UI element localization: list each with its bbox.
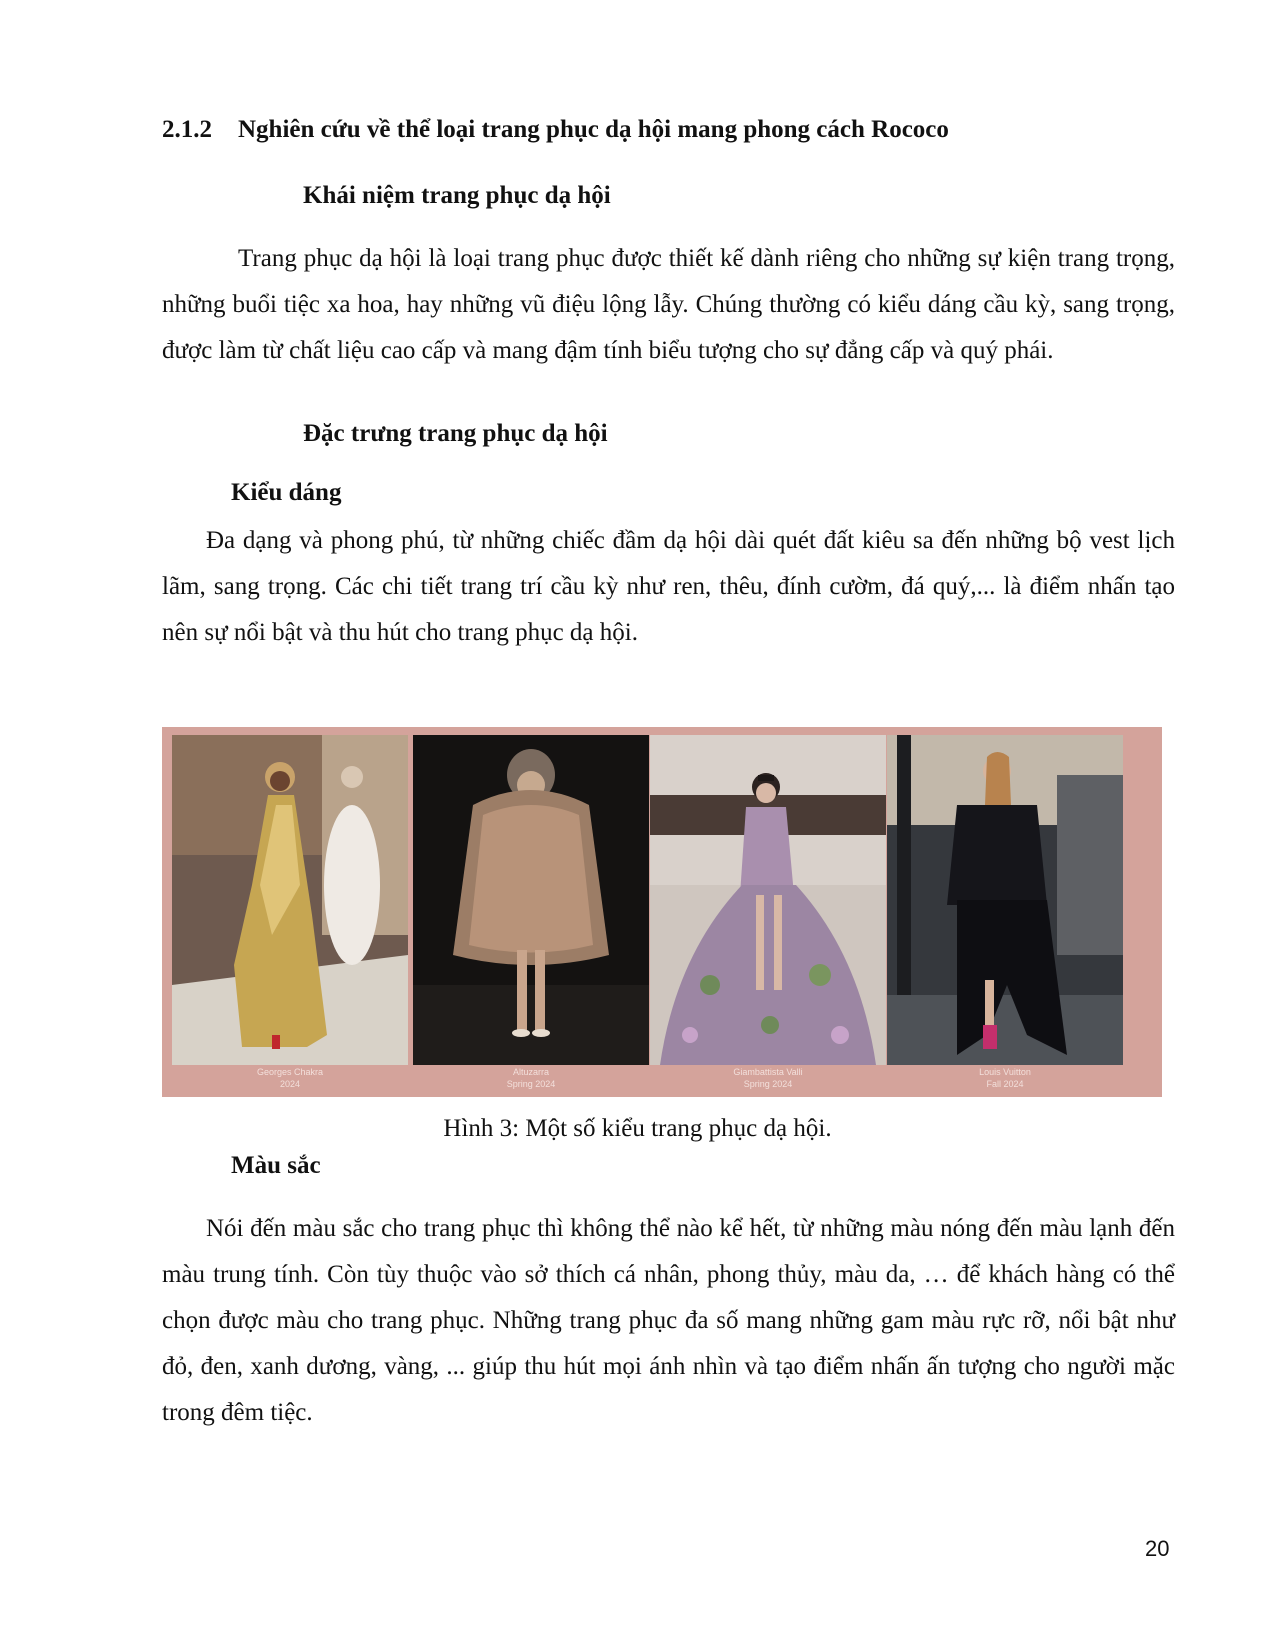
designer-label: Giambattista Valli bbox=[733, 1067, 803, 1077]
runway-photo-3 bbox=[650, 735, 886, 1065]
season-label: 2024 bbox=[279, 1079, 301, 1089]
style-heading: Kiểu dáng bbox=[231, 479, 342, 506]
figure-caption: Hình 3: Một số kiểu trang phục dạ hội. bbox=[443, 1115, 832, 1142]
figure-runway-photos bbox=[162, 727, 1162, 1097]
section-number: 2.1.2 bbox=[162, 116, 212, 143]
color-heading: Màu sắc bbox=[231, 1152, 321, 1179]
page-number: 20 bbox=[1145, 1536, 1170, 1561]
section-heading bbox=[162, 116, 949, 144]
photo-caption-3 bbox=[650, 1066, 886, 1090]
section-title: Nghiên cứu về thể loại trang phục dạ hội mang phong cách Rococo bbox=[238, 116, 949, 143]
season-label: Fall 2024 bbox=[986, 1079, 1024, 1089]
season-label: Spring 2024 bbox=[506, 1079, 556, 1089]
features-heading: Đặc trưng trang phục dạ hội bbox=[303, 420, 608, 447]
designer-label: Georges Chakra bbox=[256, 1067, 324, 1077]
designer-label: Altuzarra bbox=[512, 1067, 549, 1077]
runway-photo-4 bbox=[887, 735, 1123, 1065]
concept-paragraph: Trang phục dạ hội là loại trang phục được thiết kế dành riêng cho những sự kiện trang trọng, những buổi tiệc xa hoa, hay những vũ điệu lộng lẫy. Chúng thường có kiểu dáng cầu kỳ, sang trọng, được làm từ chất liệu cao cấp và mang đậm tính biểu tượng cho sự đẳng cấp và quý phái. bbox=[162, 245, 1175, 364]
concept-heading: Khái niệm trang phục dạ hội bbox=[303, 182, 611, 209]
color-paragraph: Nói đến màu sắc cho trang phục thì không thể nào kể hết, từ những màu nóng đến màu lạnh đến màu trung tính. Còn tùy thuộc vào sở thích cá nhân, phong thủy, màu da, … để khách hàng có thể chọn được màu cho trang phục. Những trang phục đa số mang những gam màu rực rỡ, nổi bật như đỏ, đen, xanh dương, vàng, ... giúp thu hút mọi ánh nhìn và tạo điểm nhấn ấn tượng cho người mặc trong đêm tiệc. bbox=[162, 1215, 1175, 1426]
runway-photo-2 bbox=[413, 735, 649, 1065]
runway-photo-1 bbox=[172, 735, 408, 1065]
style-paragraph: Đa dạng và phong phú, từ những chiếc đầm dạ hội dài quét đất kiêu sa đến những bộ vest lịch lãm, sang trọng. Các chi tiết trang trí cầu kỳ như ren, thêu, đính cườm, đá quý,... là điểm nhấn tạo nên sự nổi bật và thu hút cho trang phục dạ hội. bbox=[162, 527, 1175, 646]
season-label: Spring 2024 bbox=[743, 1079, 793, 1089]
designer-label: Louis Vuitton bbox=[979, 1067, 1031, 1077]
photo-caption-1 bbox=[172, 1066, 408, 1090]
photo-caption-2 bbox=[413, 1066, 649, 1090]
photo-caption-4 bbox=[887, 1066, 1123, 1090]
